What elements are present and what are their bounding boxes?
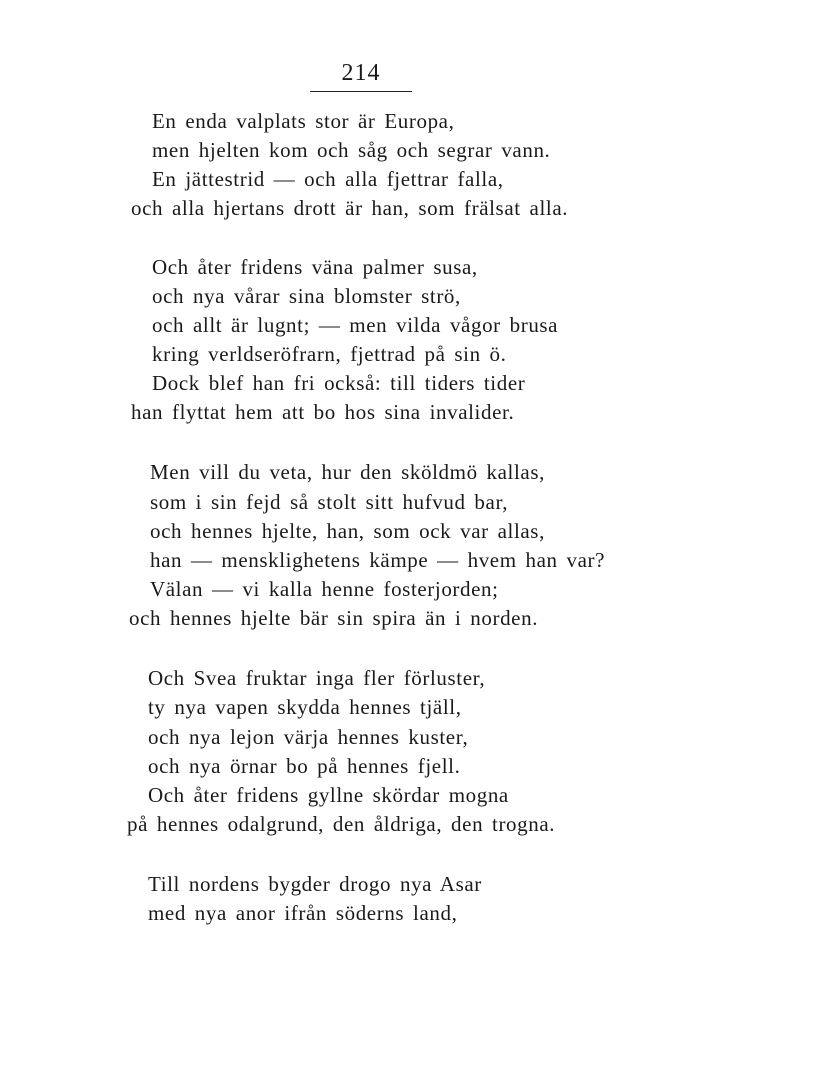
- poem-line: Och åter fridens väna palmer susa,: [152, 255, 478, 279]
- poem-line: ty nya vapen skydda hennes tjäll,: [148, 695, 462, 719]
- poem-line: Välan — vi kalla henne fosterjorden;: [150, 577, 499, 601]
- poem-line: En enda valplats stor är Europa,: [152, 109, 455, 133]
- poem-line: Till nordens bygder drogo nya Asar: [148, 872, 482, 896]
- poem-line: och hennes hjelte bär sin spira än i norden.: [129, 606, 539, 630]
- poem-line: och nya vårar sina blomster strö,: [152, 284, 461, 308]
- poem-line: och nya lejon värja hennes kuster,: [148, 725, 469, 749]
- poem-line: på hennes odalgrund, den åldriga, den trogna.: [127, 812, 556, 836]
- poem-line: Men vill du veta, hur den sköldmö kallas,: [150, 460, 545, 484]
- poem-line: Och åter fridens gyllne skördar mogna: [148, 783, 509, 807]
- poem-line: och allt är lugnt; — men vilda vågor brusa: [152, 313, 559, 337]
- page-number-rule: [310, 91, 412, 92]
- poem-line: En jättestrid — och alla fjettrar falla,: [152, 167, 504, 191]
- poem-line: Dock blef han fri också: till tiders tider: [152, 371, 526, 395]
- poem-line: och nya örnar bo på hennes fjell.: [148, 754, 461, 778]
- poem-line: och alla hjertans drott är han, som frälsat alla.: [131, 196, 569, 220]
- poem-line: han flyttat hem att bo hos sina invalider.: [131, 400, 515, 424]
- poem-line: Och Svea fruktar inga fler förluster,: [148, 666, 486, 690]
- poem-line: med nya anor ifrån söderns land,: [148, 901, 458, 925]
- poem-line: han — mensklighetens kämpe — hvem han var?: [150, 548, 606, 572]
- poem-line: kring verldseröfrarn, fjettrad på sin ö.: [152, 342, 507, 366]
- poem-line: men hjelten kom och såg och segrar vann.: [152, 138, 551, 162]
- page-number: 214: [341, 60, 381, 86]
- poem-line: och hennes hjelte, han, som ock var allas,: [150, 519, 545, 543]
- poem-line: som i sin fejd så stolt sitt hufvud bar,: [150, 490, 509, 514]
